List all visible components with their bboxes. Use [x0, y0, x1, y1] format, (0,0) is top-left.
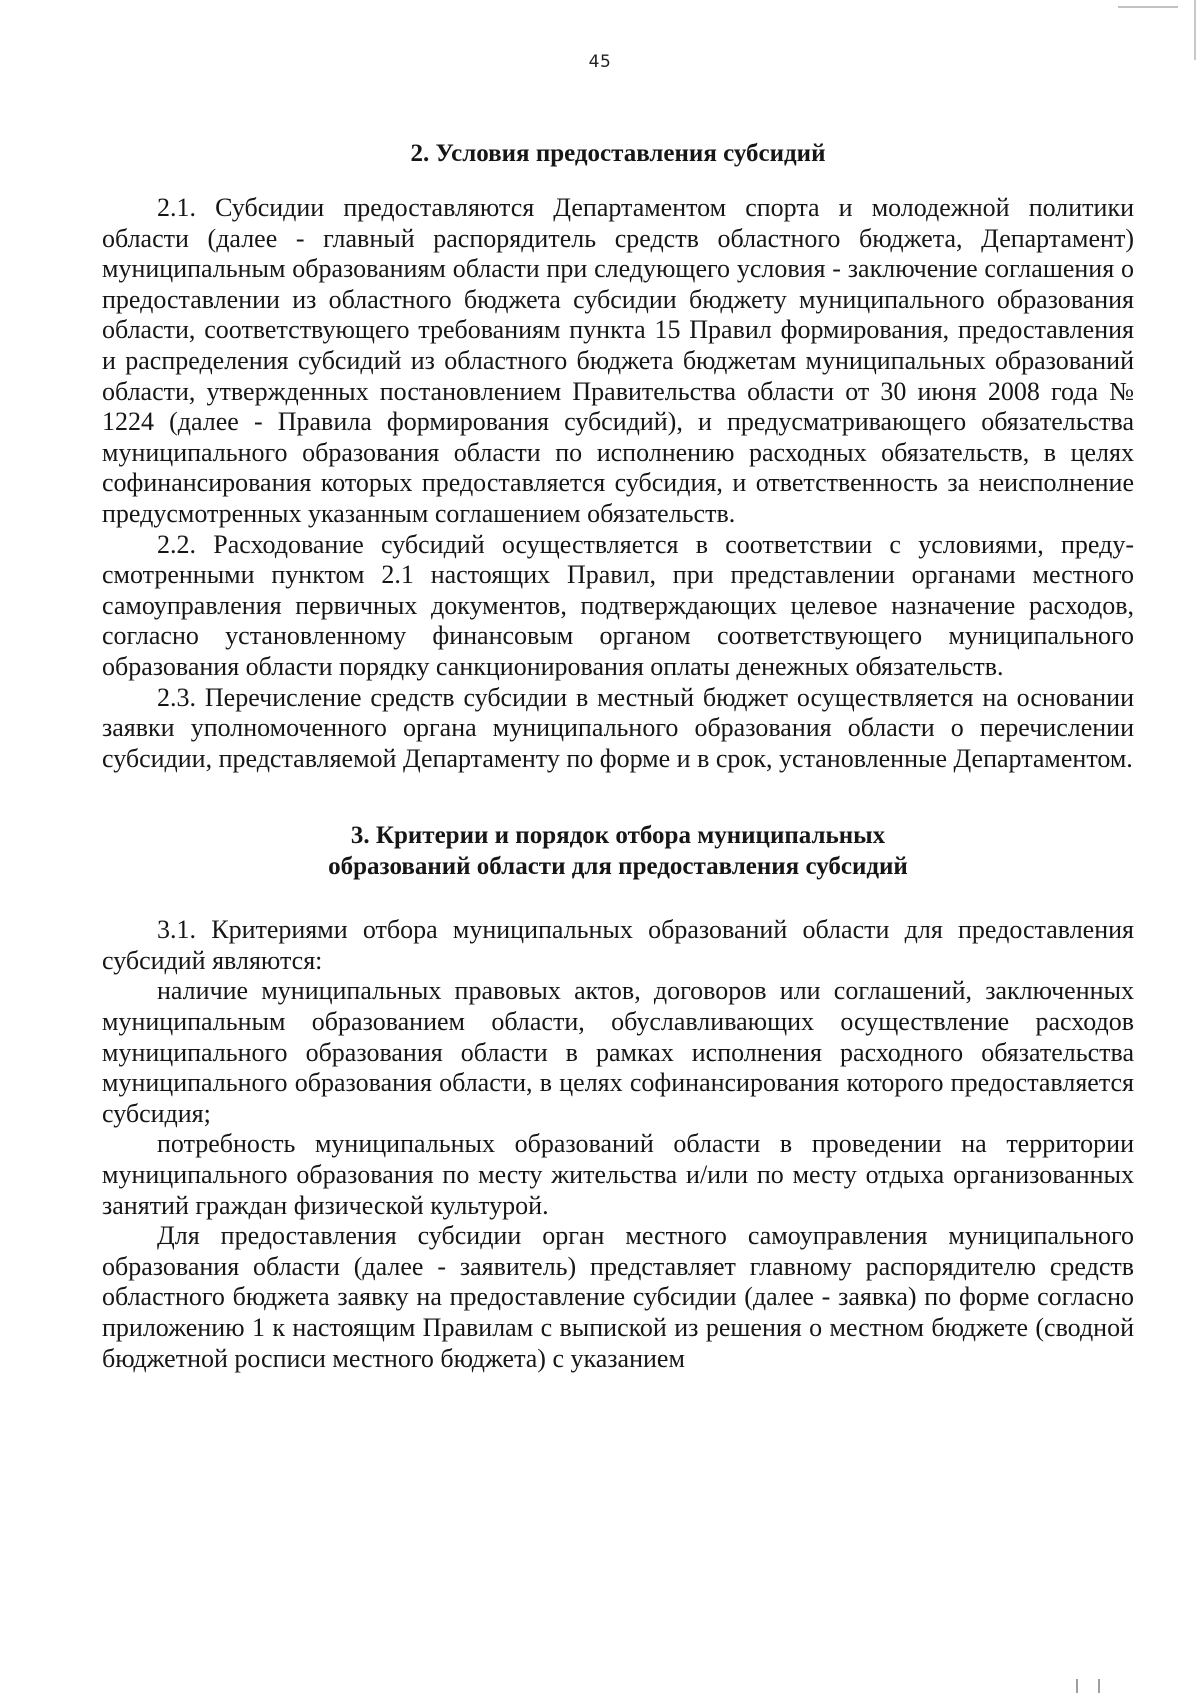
scan-artifact	[1076, 1679, 1100, 1693]
scan-artifact	[1118, 0, 1178, 8]
paragraph-2-2: 2.2. Расходование субсидий осуществляется в соответствии с условиями, предусмотренными пунктом 2.1 настоящих Правил, при представлении органами местного самоуправления первичных документов, подтверждающих целевое назначение расходов, согласно установленному финансовым органом соответствующего муниципального образования области порядку санкционирования оплаты денежных обязательств.	[102, 529, 1134, 681]
document-body	[102, 138, 1134, 1374]
paragraph-criterion-2: потребность муниципальных образований области в проведении на территории муниципального образования по месту жительства и/или по месту отдыха организованных занятий граждан физической культурой.	[102, 1129, 1134, 1220]
section-3-heading-line-1: 3. Критерии и порядок отбора муниципальных	[350, 822, 886, 850]
paragraph-3-1: 3.1. Критериями отбора муниципальных образований области для предоставления субсидий являются:	[102, 915, 1134, 975]
page-number: 45	[588, 52, 612, 72]
section-2-heading: 2. Условия предоставления субсидий	[410, 140, 826, 167]
paragraph-2-1: 2.1. Субсидии предоставляются Департаментом спорта и молодежной политики области (далее - главный распорядитель средств областного бюджета, Департамент) муниципальным образованиям области при следующего условия - заключение соглашения о предоставлении из областного бюджета субсидии бюджету муниципального образования области, соответствующего требованиям пункта 15 Правил формирования, предоставления и распределения субсидий из областного бюджета бюджетам муниципальных образований области, утвержденных постановлением Правительства области от 30 июня 2008 года № 1224 (далее - Правила формирования субсидий), и предусматривающего обязательства муниципального образования области по исполнению расходных обязательств, в целях софинансирования которых предоставляется субсидия, и ответственность за неисполнение предусмотренных указанным соглашением обязательств.	[102, 193, 1134, 528]
scan-artifact	[1194, 0, 1196, 60]
section-3-heading-line-2: образований области для предоставления субсидий	[328, 853, 908, 881]
section-3-heading	[102, 820, 1134, 882]
paragraph-criterion-1: наличие муниципальных правовых актов, договоров или соглашений, заключенных муниципальным образованием области, обуславливающих осуществление расходов муниципального образования области в рамках исполнения расходного обязательства муниципального образования области, в целях софинансирования которого предоставляется субсидия;	[102, 976, 1134, 1128]
paragraph-2-3: 2.3. Перечисление средств субсидии в местный бюджет осуществляется на основании заявки уполномоченного органа муниципального образования области о перечислении субсидии, представляемой Департаменту по форме и в срок, установленные Департаментом.	[102, 682, 1134, 773]
paragraph-application: Для предоставления субсидии орган местного самоуправления муниципального образования области (далее - заявитель) представляет главному распорядителю средств областного бюджета заявку на предоставление субсидии (далее - заявка) по форме согласно приложению 1 к настоящим Правилам с выпиской из решения о местном бюджете (сводной бюджетной росписи местного бюджета) с указанием	[102, 1221, 1134, 1373]
